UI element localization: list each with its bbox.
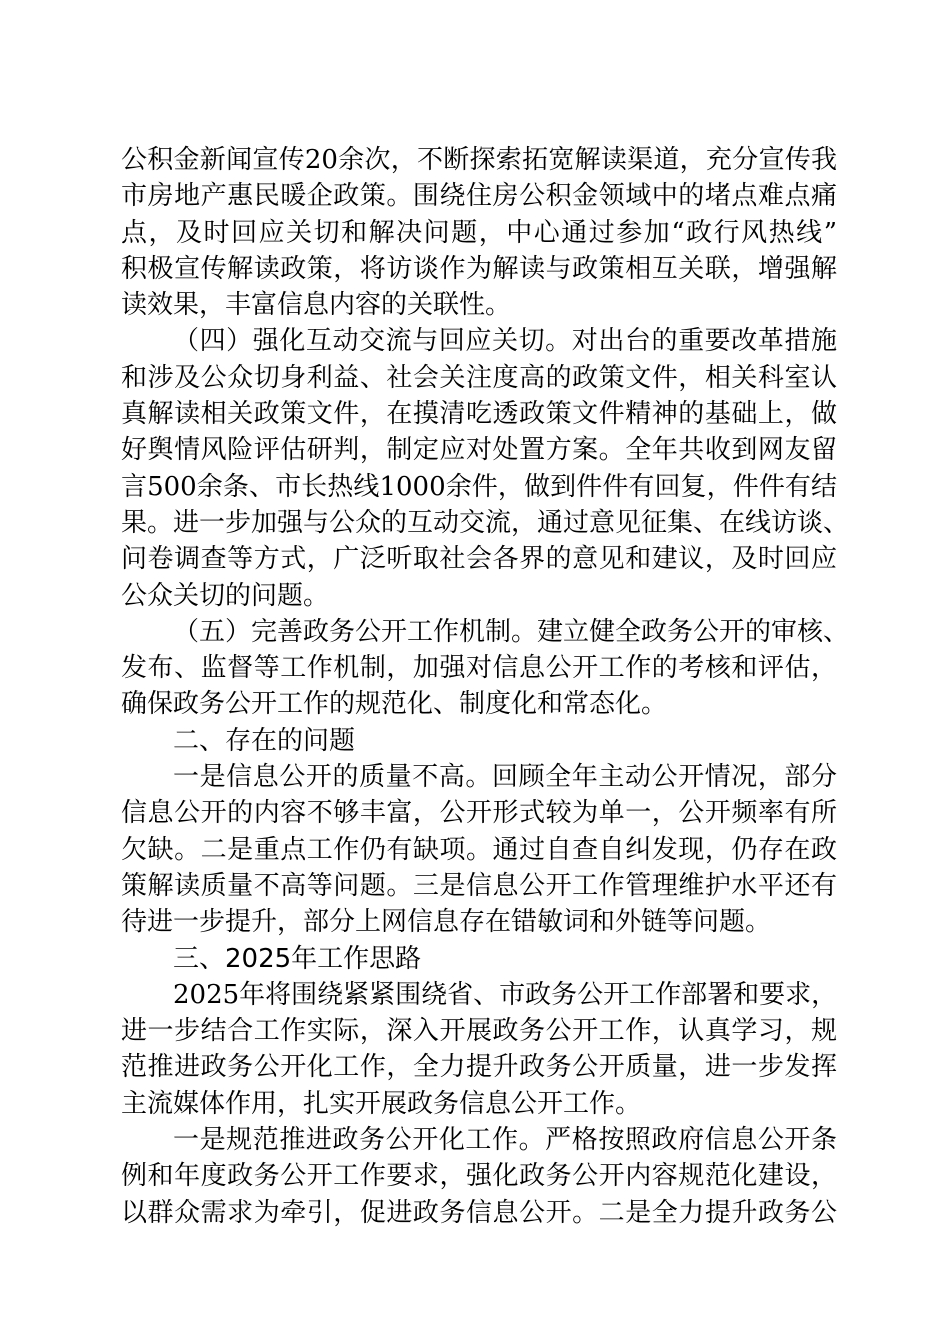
section-4-heading: （四）强化互动交流与回应关切。	[173, 326, 572, 357]
heading-2025-plan: 三、2025年工作思路	[173, 943, 422, 974]
text-line: 发布、监督等工作机制，加强对信息公开工作的考核和评估，	[121, 653, 837, 684]
text-line: 一是信息公开的质量不高。回顾全年主动公开情况，部分	[173, 762, 837, 793]
paragraph-section-5	[121, 614, 850, 723]
text-line: 问卷调查等方式，广泛听取社会各界的意见和建议，及时回应	[121, 544, 837, 575]
text-line: 读效果，丰富信息内容的关联性。	[121, 290, 512, 321]
text-line: 范推进政务公开化工作，全力提升政务公开质量，进一步发挥	[121, 1052, 837, 1083]
text-line	[121, 614, 850, 650]
section-5-first-line: 建立健全政务公开的审核、	[537, 616, 850, 647]
text-line: 真解读相关政策文件，在摸清吃透政策文件精神的基础上，做	[121, 399, 837, 430]
text-line: 确保政务公开工作的规范化、制度化和常态化。	[121, 689, 668, 720]
text-line: 进一步结合工作实际，深入开展政务公开工作，认真学习，规	[121, 1016, 837, 1047]
section-4-first-line: 对出台的重要改革措施	[571, 326, 837, 357]
text-line	[121, 323, 837, 359]
text-line: 一是规范推进政务公开化工作。严格按照政府信息公开条	[173, 1125, 837, 1156]
paragraph-plan-intro	[121, 977, 837, 1122]
heading-existing-problems: 二、存在的问题	[173, 725, 356, 756]
text-line: 果。进一步加强与公众的互动交流，通过意见征集、在线访谈、	[121, 507, 850, 538]
text-line: 待进一步提升，部分上网信息存在错敏词和外链等问题。	[121, 907, 772, 938]
text-line: 2025年将围绕紧紧围绕省、市政务公开工作部署和要求，	[173, 979, 838, 1010]
text-line: 欠缺。二是重点工作仍有缺项。通过自查自纠发现，仍存在政	[121, 834, 837, 865]
text-line: 公众关切的问题。	[121, 580, 330, 611]
text-line: 例和年度政务公开工作要求，强化政务公开内容规范化建设，	[121, 1161, 837, 1192]
paragraph-problems	[121, 759, 837, 940]
paragraph-plan-detail	[121, 1122, 837, 1231]
section-5-heading: （五）完善政务公开工作机制。	[173, 616, 538, 647]
text-line: 公积金新闻宣传20余次，不断探索拓宽解读渠道，充分宣传我	[121, 145, 837, 175]
text-line: 信息公开的内容不够丰富，公开形式较为单一，公开频率有所	[121, 798, 837, 829]
text-line: 好舆情风险评估研判，制定应对处置方案。全年共收到网友留	[121, 435, 837, 466]
text-line: 点，及时回应关切和解决问题，中心通过参加“政行风热线”	[121, 217, 837, 248]
text-line: 以群众需求为牵引，促进政务信息公开。二是全力提升政务公	[121, 1197, 837, 1228]
paragraph-section-4	[121, 323, 850, 613]
document-page	[121, 142, 850, 1231]
text-line: 言500余条、市长热线1000余件，做到件件有回复，件件有结	[121, 471, 837, 502]
text-line: 积极宣传解读政策，将访谈作为解读与政策相互关联，增强解	[121, 253, 837, 284]
paragraph-continuation	[121, 142, 837, 323]
text-line: 主流媒体作用，扎实开展政务信息公开工作。	[121, 1088, 642, 1119]
text-line: 策解读质量不高等问题。三是信息公开工作管理维护水平还有	[121, 870, 837, 901]
text-line: 和涉及公众切身利益、社会关注度高的政策文件，相关科室认	[121, 362, 837, 393]
text-line: 市房地产惠民暖企政策。围绕住房公积金领域中的堵点难点痛	[121, 181, 837, 212]
